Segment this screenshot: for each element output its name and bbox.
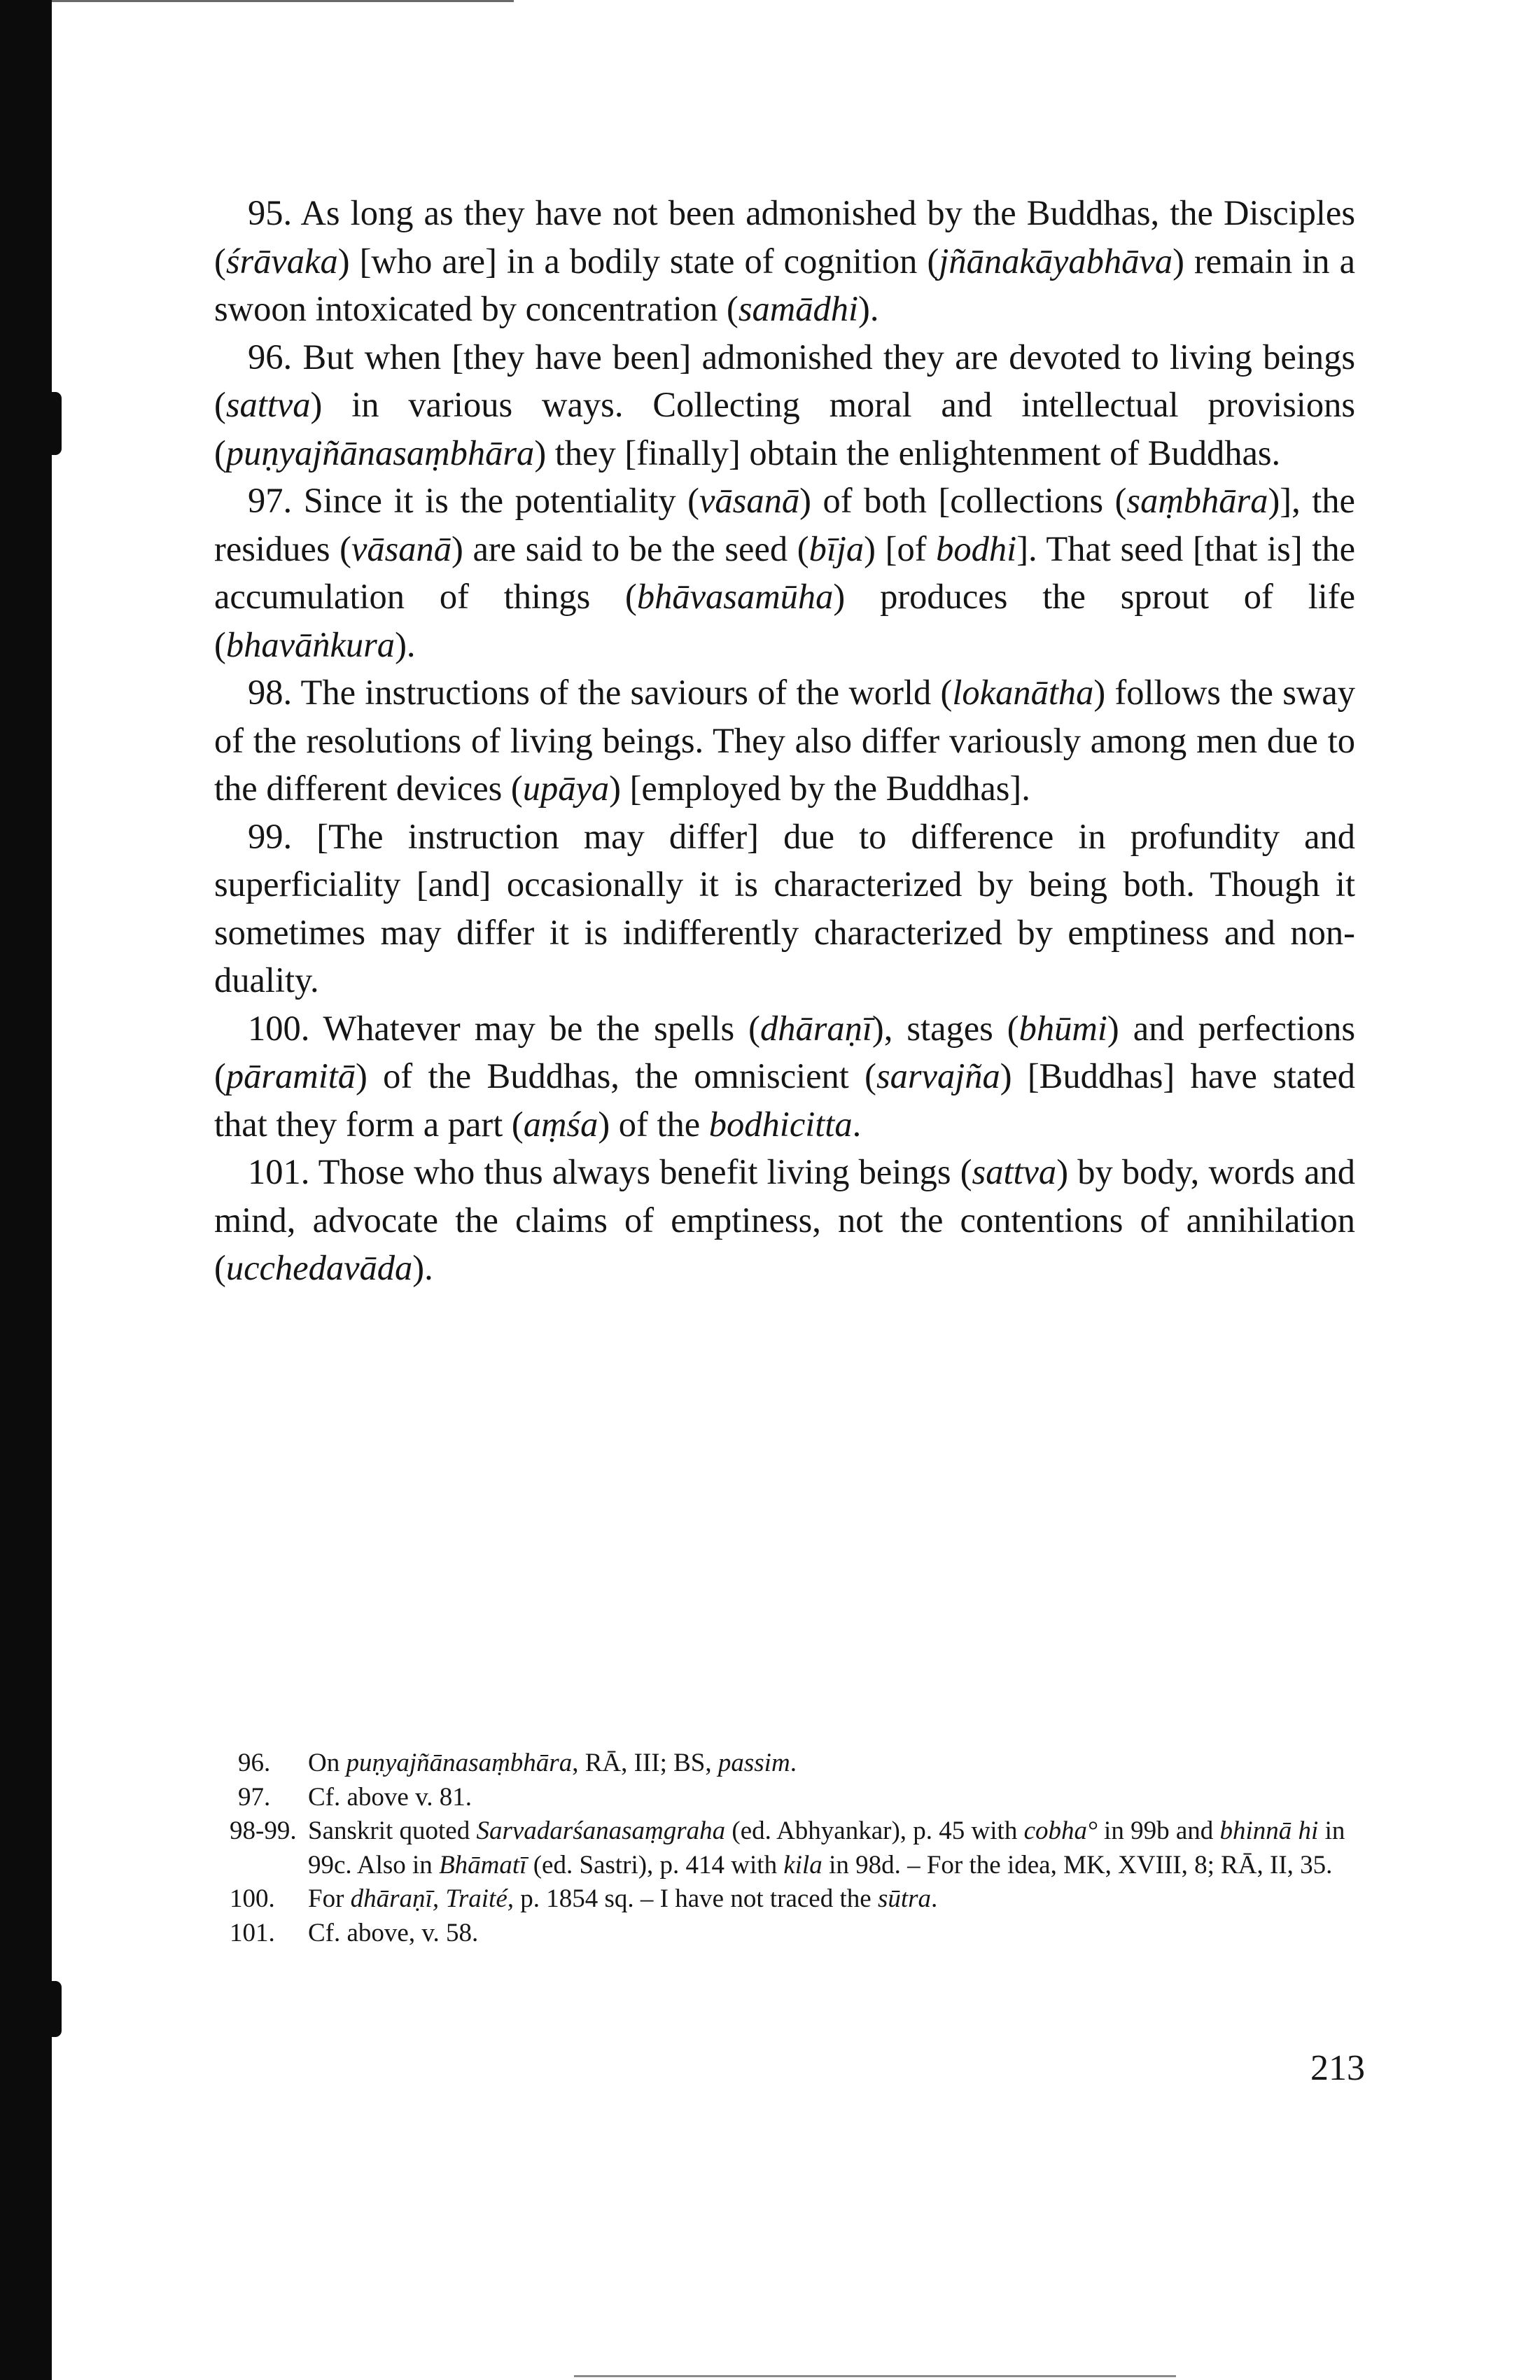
text-run: ) [Buddhas] have stated that they form a part ( [214,1056,1355,1144]
binding-edge-mark [49,1981,62,2037]
italic-term: Sarvadarśanasaṃgraha [476,1816,726,1845]
italic-term: saṃbhāra [1126,481,1268,520]
italic-term: sarvajña [876,1056,1000,1096]
footnote [230,1882,1358,1917]
italic-term: Bhāmatī [439,1850,527,1879]
text-run: ). [412,1248,433,1287]
text-run: (ed. Abhyankar), p. 45 with [725,1816,1024,1845]
text-run: , RĀ, III; BS, [572,1749,718,1777]
text-run: in 98d. – For the idea, MK, XVIII, 8; RĀ, II, 35. [822,1850,1333,1879]
italic-term: ucchedavāda [225,1248,413,1287]
italic-term: kila [783,1850,822,1879]
text-run: ) [employed by the Buddhas]. [609,769,1030,808]
italic-term: cobha° [1023,1816,1098,1845]
italic-term: bodhicitta [708,1104,853,1144]
text-run: ). [395,624,416,664]
italic-term: bhavāṅkura [225,624,396,664]
italic-term: pāramitā [225,1056,356,1096]
text-run: p. 1854 sq. – I have not traced the [514,1884,878,1913]
italic-term: sattva [972,1152,1057,1191]
footnote-number: 97. [238,1782,271,1812]
text-run: 98. The instructions of the saviours of the world ( [248,673,953,712]
text-run: ) follows the sway of the resolutions of living beings. They also differ variously among men due to the different devices ( [214,673,1355,808]
verse-paragraph [214,1004,1355,1149]
text-run: On [308,1749,346,1777]
italic-term: śrāvaka [225,241,338,281]
binding-edge-mark [49,392,62,455]
text-run: 100. Whatever may be the spells ( [248,1008,760,1048]
text-run: ) of the Buddhas, the omniscient ( [356,1056,876,1096]
italic-term: samādhi [738,289,859,328]
verse-paragraph [214,477,1355,668]
verse-paragraph [214,1148,1355,1292]
footnote-number: 96. [238,1749,271,1777]
text-run: ) in various ways. Collecting moral and intellectual provisions ( [214,385,1355,472]
footnote [238,1746,1358,1781]
text-run: 97. Since it is the potentiality ( [248,481,699,520]
italic-term: passim [718,1749,790,1777]
text-run: (ed. Sastri), p. 414 with [526,1850,784,1879]
book-binding-shadow [0,0,52,2380]
scan-top-edge [52,0,514,2]
main-text-block [214,189,1355,1292]
footnote-number: 98-99. [230,1816,297,1845]
text-run: ) and perfections ( [214,1008,1355,1096]
italic-term: dhāraṇī, Traité, [350,1884,514,1913]
italic-term: vāsanā [699,481,800,520]
text-run: Cf. above v. 81. [308,1782,472,1812]
italic-term: aṃśa [523,1104,598,1144]
text-run: in 99c. Also in [308,1816,1345,1879]
text-run: 99. [The instruction may differ] due to difference in profundity and superficiality [and] occasionally it is characterized by being both. Though it sometimes may differ it is indifferently characterized by emptiness and non-duality. [214,816,1355,1000]
text-run: 96. But when [they have been] admonished they are devoted to living beings ( [214,337,1355,424]
text-run: ) produces the sprout of life ( [214,577,1355,664]
italic-term: bhūmi [1018,1008,1107,1048]
text-run: ) remain in a swoon intoxicated by concentration ( [214,241,1355,328]
text-run: ) of the [598,1104,709,1144]
text-run: ) are said to be the seed ( [451,528,809,568]
footnote [230,1814,1358,1882]
italic-term: bhāvasamūha [636,577,834,616]
verse-paragraph [214,189,1355,333]
footnote [238,1781,1358,1815]
text-run: 95. As long as they have not been admonished by the Buddhas, the Disciples ( [214,193,1355,281]
footnote [230,1917,1358,1951]
text-run: ) they [finally] obtain the enlightenment of Buddhas. [534,433,1281,472]
page-number: 213 [1310,2048,1365,2088]
text-run: . [790,1749,797,1777]
italic-term: sūtra [877,1884,932,1913]
text-run: Cf. above, v. 58. [308,1918,479,1947]
text-run: Sanskrit quoted [308,1816,477,1845]
italic-term: puṇyajñānasaṃbhāra [346,1749,573,1777]
italic-term: bhinnā hi [1219,1816,1319,1845]
verse-paragraph [214,668,1355,813]
scan-bottom-edge [574,2375,1176,2377]
text-run: . [931,1884,938,1913]
italic-term: dhāraṇī [760,1008,872,1048]
verse-paragraph [214,333,1355,477]
text-run: ) [who are] in a bodily state of cognition ( [337,241,939,281]
text-run: ) [of [864,528,937,568]
text-run: ) by body, words and mind, advocate the claims of emptiness, not the contentions of annihilation ( [214,1152,1355,1287]
footnote-number: 100. [230,1884,275,1913]
text-run: . [852,1104,862,1144]
text-run: ]. That seed [that is] the accumulation of things ( [214,528,1355,616]
italic-term: puṇyajñānasaṃbhāra [225,433,535,472]
text-run: 101. Those who thus always benefit living beings ( [248,1152,972,1191]
italic-term: bodhi [936,528,1017,568]
text-run: in 99b and [1097,1816,1220,1845]
text-run: For [308,1884,351,1913]
italic-term: sattva [225,385,311,424]
italic-term: bīja [808,528,864,568]
text-run: ), stages ( [872,1008,1019,1048]
text-run: ). [858,289,879,328]
italic-term: vāsanā [351,528,452,568]
footnotes-block [230,1746,1358,1950]
italic-term: jñānakāyabhāva [939,241,1173,281]
italic-term: lokanātha [952,673,1094,712]
text-run: ) of both [collections ( [799,481,1127,520]
verse-paragraph [214,813,1355,1004]
footnote-number: 101. [230,1918,275,1947]
text-run: )], the residues ( [214,481,1355,568]
italic-term: upāya [522,769,610,808]
